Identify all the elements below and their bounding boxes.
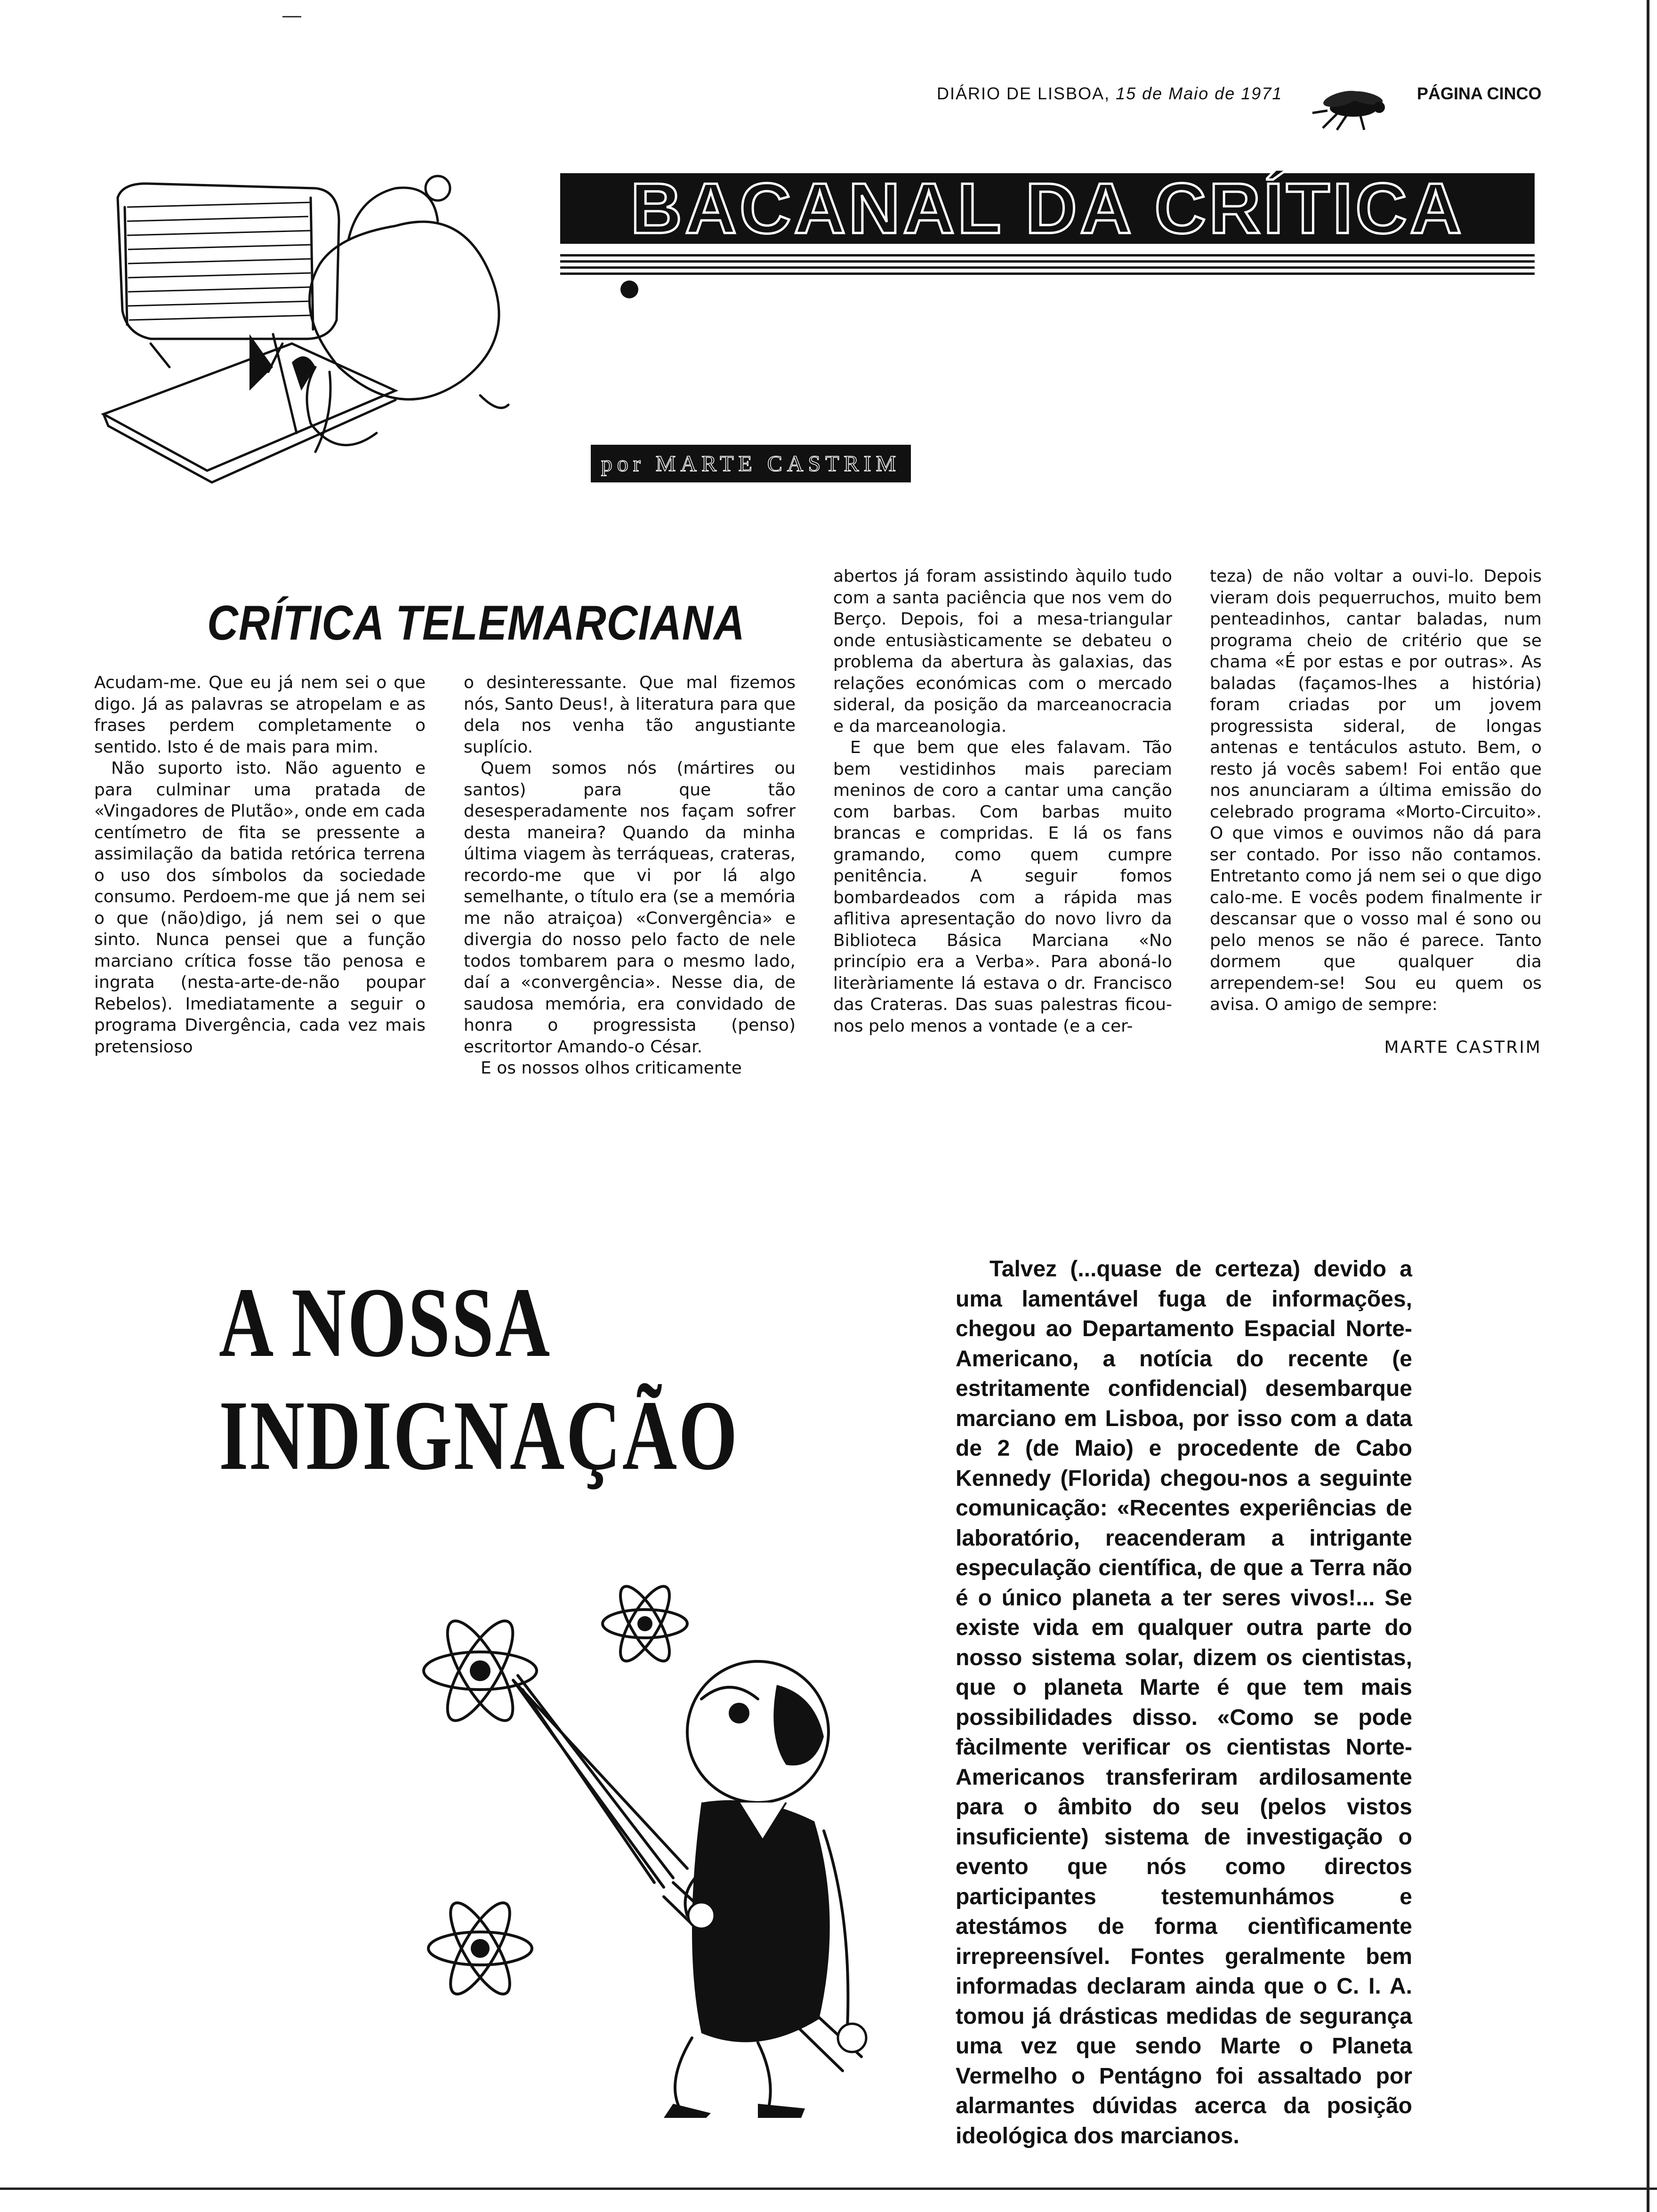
headline-line-1: A NOSSA <box>219 1267 552 1378</box>
masthead-rules <box>560 254 1535 278</box>
article-headline <box>219 1266 739 1492</box>
martian-spray-cartoon <box>400 1558 899 2118</box>
byline-text: por MARTE CASTRIM <box>601 451 901 476</box>
paragraph: E os nossos olhos criticamente <box>481 1058 742 1078</box>
article-column-3 <box>833 566 1172 1069</box>
section-masthead <box>560 168 1535 248</box>
page-bottom-edge <box>0 2188 1657 2190</box>
article-column-1 <box>94 672 426 1067</box>
paragraph: Acudam-me. Que eu já nem sei o que digo. Já as palavras se atropelam e as frases perdem completamente o sentido. Isto é de mais para mim. <box>94 673 426 757</box>
page-right-edge <box>1647 0 1649 2212</box>
article-body <box>956 1254 1412 2148</box>
paragraph: Quem somos nós (mártires ou santos) para que tão desesperadamente nos façam sofrer desta maneira? Quando da minha última viagem às terráqueas, crateras, recordo-me que vi por lá algo semelhante, o título era (se a memória me não atraiçoa) «Convergência» e divergia do nosso pelo facto de nele todos tombarem para o mesmo lado, daí a «convergência». Nesse dia, de saudosa memória, era convidado de honra o progressista (penso) escritortor Amando-o César. <box>464 759 796 1057</box>
tv-critic-cartoon <box>94 169 565 485</box>
paragraph: abertos já foram assistindo àquilo tudo com a santa paciência que nos vem do Berço. Depois, foi a mesa-triangular onde entusiàsticamente se debateu o problema da abertura às galaxias, das relações económicas com o mercado sideral, da posição da marceanocracia e da marceanologia. <box>833 567 1172 736</box>
byline-bar <box>591 445 911 482</box>
article-column-4 <box>1210 566 1542 1036</box>
article-title: CRÍTICA TELEMARCIANA <box>207 596 745 650</box>
paragraph: Não suporto isto. Não aguento e para culminar uma pratada de «Vingadores de Plutão», onde em cada centímetro de fita se pressente a assimilação da batida retórica terrena o uso dos símbolos da sociedade consumo. Perdoem-me que já nem sei o que (não)digo, já nem sei o que sinto. Nunca pensei que a função marciano crítica fosse tão penosa e ingrata (nesta-arte-de-não poupar Rebelos). Imediatamente a seguir o programa Divergência, cada vez mais pretensioso <box>94 759 426 1057</box>
paragraph: E que bem que eles falavam. Tão bem vestidinhos mais pareciam meninos de coro a cantar uma canção com barbas. Com barbas muito brancas e compridas. E lá os fans gramando, como quem cumpre penitência. A seguir fomos bombardeados com a rápida mas aflitiva apresentação do novo livro da Biblioteca Básica Marciana «No princípio era a Verba». Para aboná-lo literàriamente lá estava o dr. Francisco das Crateras. Das suas palestras ficou-nos pelo menos a vontade (e a cer- <box>833 738 1172 1036</box>
article-signature: MARTE CASTRIM <box>1384 1038 1542 1057</box>
section-title: BACANAL DA CRÍTICA <box>630 168 1464 248</box>
page-scan-mark <box>282 16 301 17</box>
bullet-dot <box>620 281 638 298</box>
paragraph: o desinteressante. Que mal fizemos nós, Santo Deus!, à literatura para que dela nos venha tão angustiante suplício. <box>464 673 796 757</box>
newspaper-name: DIÁRIO DE LISBOA, <box>937 84 1110 103</box>
paragraph: teza) de não voltar a ouvi-lo. Depois vieram dois pequerruchos, muito bem penteadinhos, cantar baladas, num programa cheio de critério que se chama «É por estas e por outras». As baladas (façamos-lhes a história) foram criadas por um jovem progressista sideral, de longas antenas e tentáculos astuto. Bem, o resto já vocês sabem! Foi então que nos anunciaram a última emissão do celebrado programa «Morto-Circuito». O que vimos e ouvimos não dá para ser contado. Por isso não contamos. Entretanto como já nem sei o que digo calo-me. E vocês podem finalmente ir descansar que o vosso mal é sono ou pelo menos se não é parece. Tanto dormem que qualquer dia arrependem-se! Sou eu quem os avisa. O amigo de sempre: <box>1210 567 1542 1014</box>
page-number: PÁGINA CINCO <box>1417 84 1542 103</box>
headline-line-2: INDIGNAÇÃO <box>219 1380 739 1491</box>
fly-icon <box>1309 85 1393 132</box>
article-column-2 <box>464 672 796 1078</box>
issue-date: 15 de Maio de 1971 <box>1116 84 1283 103</box>
running-head <box>937 84 1283 117</box>
paragraph: Talvez (...quase de certeza) devido a uma lamentável fuga de informações, chegou ao Departamento Espacial Norte-Americano, a notícia do recente (e estritamente confidencial) desembarque marciano em Lisboa, por isso com a data de 2 (de Maio) e procedente de Cabo Kennedy (Florida) chegou-nos a seguinte comunicação: «Recentes experiências de laboratório, reacenderam a intrigante especulação científica, de que a Terra não é o único planeta a ter seres vivos!... Se existe vida em qualquer outra parte do nosso sistema solar, dizem os cientistas, que o planeta Marte é que tem mais possibilidades disso. «Como se pode fàcilmente verificar os cientistas Norte-Americanos transferiram ardilosamente para o âmbito do seu (pelos vistos insuficiente) sistema de investigação o evento que nós como directos participantes testemunhámos e atestámos de forma cientìficamente irrepreensível. Fontes geralmente bem informadas declaram ainda que o C. I. A. tomou já drásticas medidas de segurança uma vez que sendo Marte o Planeta Vermelho o Pentágno foi assaltado por alarmantes dúvidas acerca da posição ideológica dos marcianos. <box>956 1257 1412 2148</box>
